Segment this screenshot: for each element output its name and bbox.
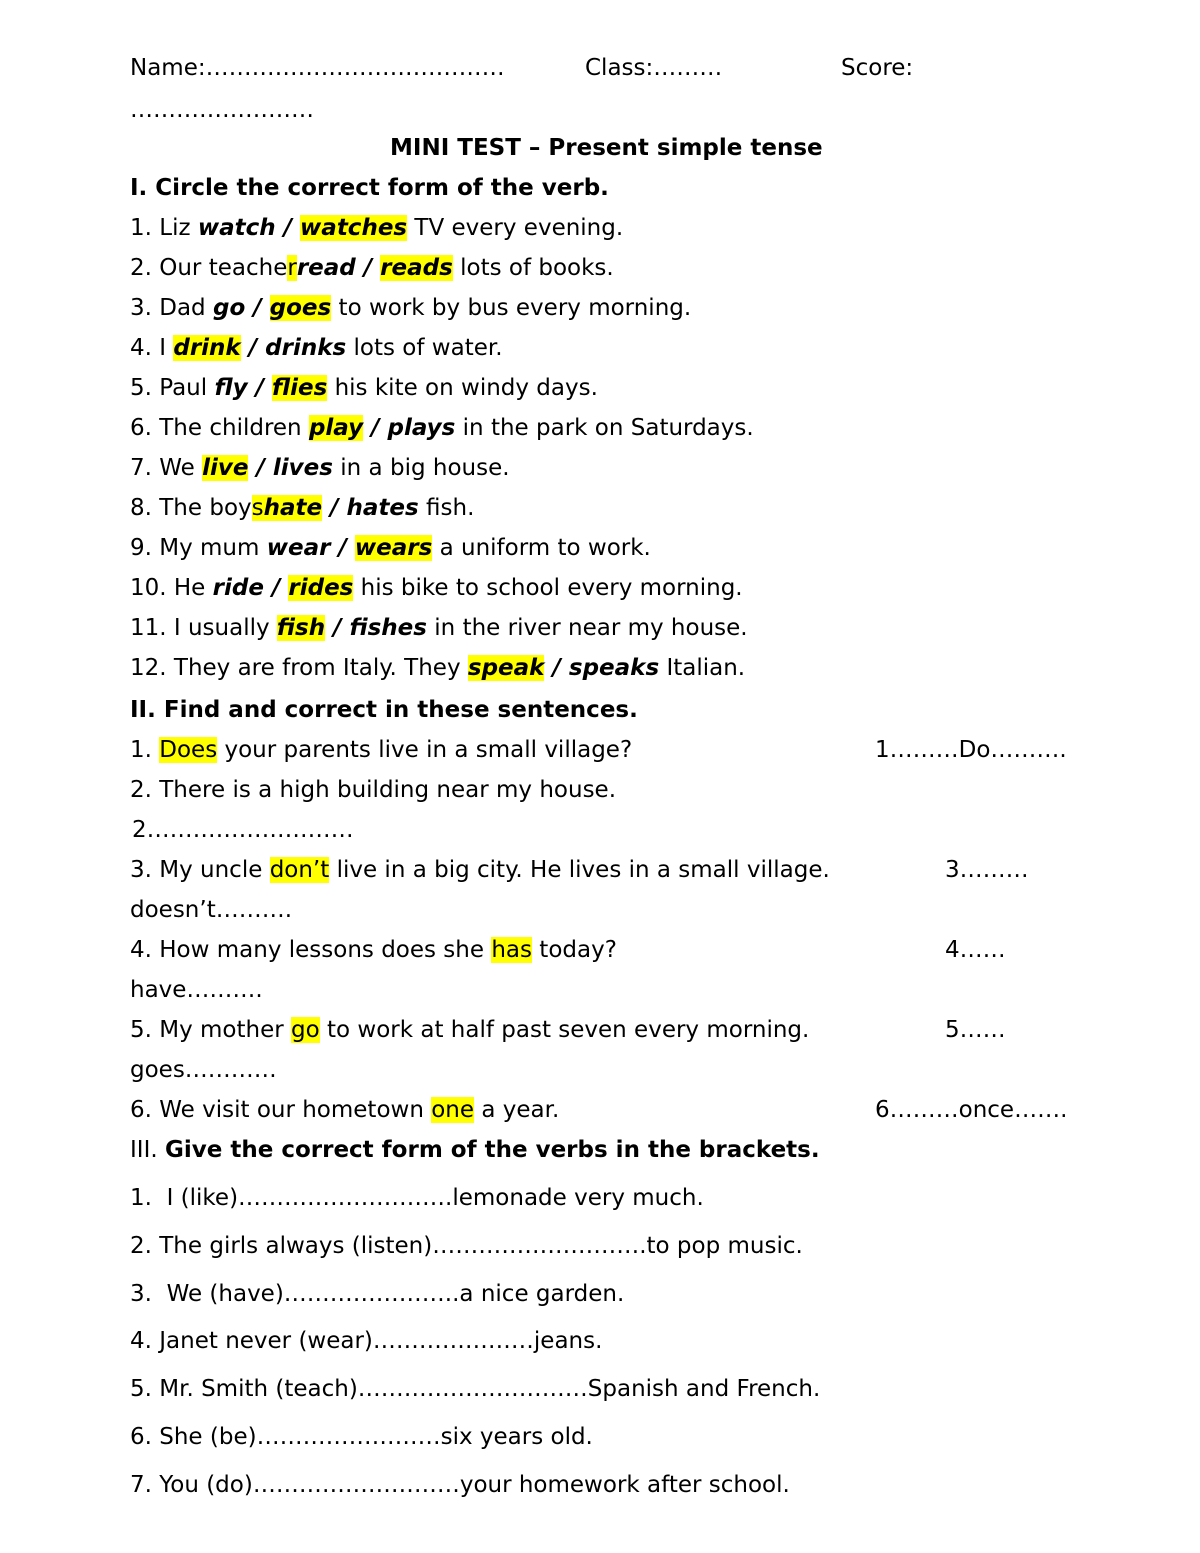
s2-answer-4: 4……: [945, 937, 1006, 963]
error-highlight: has: [491, 937, 532, 963]
s2-answer-3: 3………: [945, 857, 1029, 883]
s1-item: 9. My mum wear / wears a uniform to work.: [130, 535, 651, 561]
s1-item: 10. He ride / rides his bike to school every morning.: [130, 575, 743, 601]
s3-item: 7. You (do)………………………your homework after school.: [130, 1472, 790, 1498]
verb-option[interactable]: watch: [197, 215, 276, 241]
s2-item-5: 5. My mother go to work at half past seven every morning.: [130, 1017, 810, 1043]
s1-item: 11. I usually fish / fishes in the river near my house.: [130, 615, 748, 641]
verb-option[interactable]: drinks: [265, 335, 347, 361]
verb-option[interactable]: speak: [467, 655, 545, 681]
s1-item: 5. Paul fly / flies his kite on windy days.: [130, 375, 598, 401]
verb-option[interactable]: hate: [263, 495, 323, 521]
s3-item: 2. The girls always (listen)……………………….to pop music.: [130, 1233, 803, 1259]
s2-answer-2: 2………………………: [132, 817, 354, 843]
error-highlight: one: [431, 1097, 475, 1123]
s3-item: 3. We (have)…………………..a nice garden.: [130, 1281, 625, 1307]
verb-option[interactable]: lives: [272, 455, 333, 481]
section2-heading: II. Find and correct in these sentences.: [130, 697, 638, 723]
s1-item: 2. Our teacherread / reads lots of books.: [130, 255, 614, 281]
section1-heading: I. Circle the correct form of the verb.: [130, 175, 609, 201]
s2-answer-4-cont: have……….: [130, 977, 263, 1003]
verb-option[interactable]: go: [212, 295, 246, 321]
verb-option[interactable]: wears: [354, 535, 433, 561]
error-highlight: Does: [159, 737, 218, 763]
verb-option[interactable]: rides: [288, 575, 354, 601]
s1-item: 12. They are from Italy. They speak / speaks Italian.: [130, 655, 746, 681]
page-title: MINI TEST – Present simple tense: [390, 135, 823, 161]
s2-item-1: 1. Does your parents live in a small village?: [130, 737, 633, 763]
verb-option[interactable]: fish: [276, 615, 326, 641]
s2-answer-1: 1………Do……….: [875, 737, 1067, 763]
verb-option[interactable]: wear: [266, 535, 331, 561]
s1-item: 4. I drink / drinks lots of water.: [130, 335, 503, 361]
name-field: Name:…………………………………: [130, 55, 505, 81]
score-line: ……………………: [130, 97, 314, 123]
verb-option[interactable]: goes: [269, 295, 332, 321]
error-highlight: go: [291, 1017, 320, 1043]
verb-option[interactable]: flies: [272, 375, 328, 401]
s3-item: 1. I (like)……………………….lemonade very much.: [130, 1185, 704, 1211]
score-field: Score:: [841, 55, 914, 81]
verb-option[interactable]: plays: [387, 415, 456, 441]
s2-answer-6: 6………once…….: [875, 1097, 1068, 1123]
s1-item: 3. Dad go / goes to work by bus every morning.: [130, 295, 692, 321]
class-field: Class:………: [585, 55, 723, 81]
verb-option[interactable]: reads: [380, 255, 453, 281]
verb-option[interactable]: hates: [346, 495, 419, 521]
s2-item-3: 3. My uncle don’t live in a big city. He lives in a small village.: [130, 857, 830, 883]
s2-answer-5-cont: goes…………: [130, 1057, 277, 1083]
s2-answer-3-cont: doesn’t……….: [130, 897, 293, 923]
verb-option[interactable]: fishes: [349, 615, 427, 641]
verb-option[interactable]: watches: [300, 215, 408, 241]
s3-item: 5. Mr. Smith (teach)…………………………Spanish and French.: [130, 1376, 821, 1402]
section3-heading: III. Give the correct form of the verbs in the brackets.: [130, 1137, 820, 1163]
verb-option[interactable]: read: [296, 255, 356, 281]
s3-item: 4. Janet never (wear)…………………jeans.: [130, 1328, 603, 1354]
s1-item: 6. The children play / plays in the park on Saturdays.: [130, 415, 754, 441]
s2-answer-5: 5……: [945, 1017, 1006, 1043]
verb-option[interactable]: speaks: [568, 655, 660, 681]
s2-item-2: 2. There is a high building near my house.: [130, 777, 617, 803]
verb-option[interactable]: drink: [173, 335, 241, 361]
s2-item-4: 4. How many lessons does she has today?: [130, 937, 617, 963]
verb-option[interactable]: live: [202, 455, 249, 481]
error-highlight: don’t: [269, 857, 330, 883]
s1-item: 7. We live / lives in a big house.: [130, 455, 510, 481]
verb-option[interactable]: fly: [214, 375, 248, 401]
s1-item: 1. Liz watch / watches TV every evening.: [130, 215, 624, 241]
verb-option[interactable]: ride: [212, 575, 264, 601]
s2-item-6: 6. We visit our hometown one a year.: [130, 1097, 560, 1123]
verb-option[interactable]: play: [308, 415, 364, 441]
s1-item: 8. The boyshate / hates fish.: [130, 495, 475, 521]
s3-item: 6. She (be)……………………six years old.: [130, 1424, 593, 1450]
